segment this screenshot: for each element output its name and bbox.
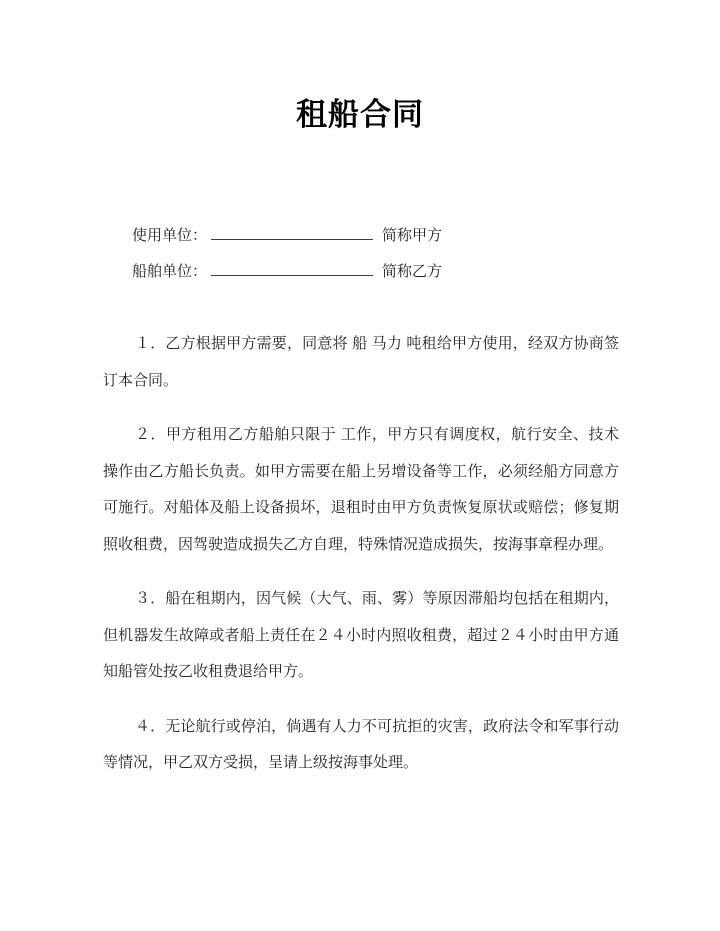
clause-1: １．乙方根据甲方需要，同意将 船 马力 吨租给甲方使用，经双方协商签订本合同。 [103,335,619,389]
field-suffix-party-b: 简称乙方 [382,263,443,280]
clause-4: ４．无论航行或停泊，倘遇有人力不可抗拒的灾害，政府法令和军事行动等情况，甲乙双方受损，呈请上级按海事处理。 [103,717,619,771]
field-label-using-unit: 使用单位： [132,227,208,244]
vessel-unit-input[interactable] [211,258,373,276]
field-label-vessel-unit: 船舶单位： [132,263,208,280]
clause-3: ３．船在租期内，因气候（大气、雨、雾）等原因滞船均包括在租期内，但机器发生故障或者船上责任在２４小时内照收租费，超过２４小时由甲方通知船管处按乙收租费退给甲方。 [103,590,619,680]
contract-clauses [103,326,619,782]
contract-parties-form [103,218,618,290]
form-row-party-a [103,218,618,254]
using-unit-input[interactable] [211,222,373,240]
page-title: 租船合同 [296,96,424,132]
field-suffix-party-a: 简称甲方 [382,227,443,244]
clause-2: ２．甲方租用乙方船舶只限于 工作，甲方只有调度权，航行安全、技术操作由乙方船长负责。如甲方需要在船上另增设备等工作，必须经船方同意方可施行。对船体及船上设备损坏，退租时由甲方负责恢复原状或赔偿；修复期照收租费，因驾驶造成损失乙方自理，特殊情况造成损失，按海事章程办理。 [103,426,619,553]
form-row-party-b [103,254,618,290]
